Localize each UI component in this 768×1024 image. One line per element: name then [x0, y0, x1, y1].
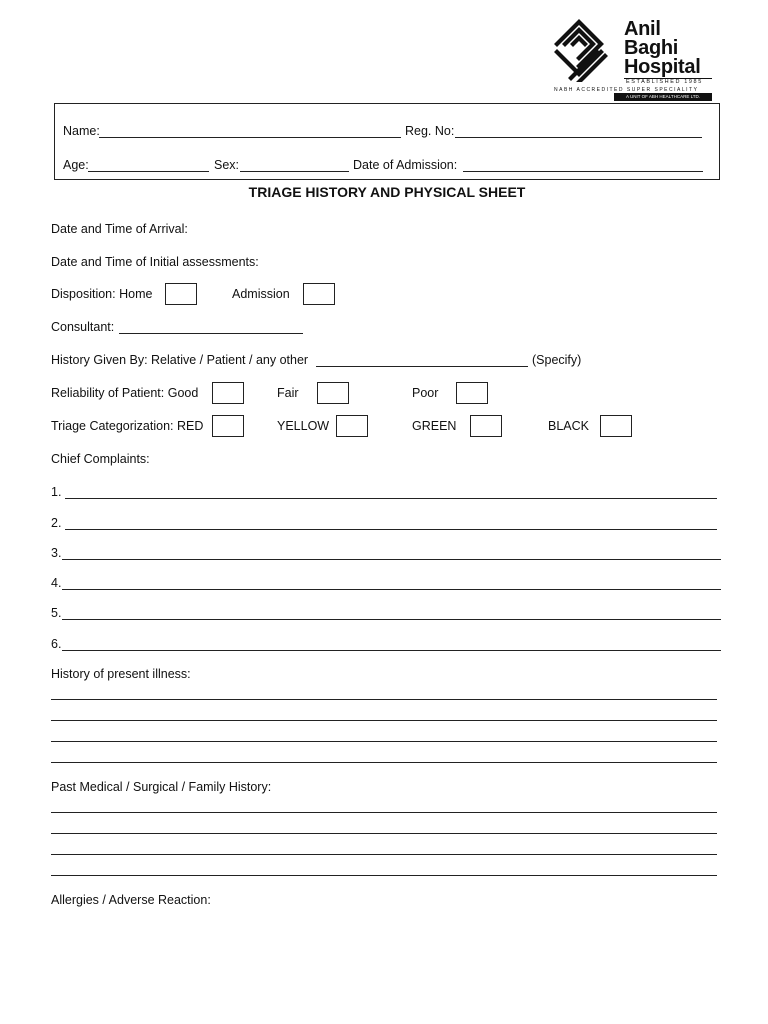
complaint-number: 3. [51, 546, 62, 560]
disposition-admission-checkbox[interactable] [303, 283, 335, 305]
history-given-by-label: History Given By: Relative / Patient / any other [51, 353, 309, 367]
logo-accreditation: NABH ACCREDITED SUPER SPECIALITY [554, 87, 699, 93]
reliability-poor-checkbox[interactable] [456, 382, 488, 404]
arrival-label: Date and Time of Arrival: [51, 222, 188, 236]
complaint-number: 1. [51, 485, 62, 499]
admission-date-label: Date of Admission: [353, 158, 458, 172]
triage-red-checkbox[interactable] [212, 415, 244, 437]
present-illness-line[interactable] [51, 720, 717, 721]
initial-assessment-label: Date and Time of Initial assessments: [51, 255, 259, 269]
past-history-label: Past Medical / Surgical / Family History: [51, 780, 272, 794]
history-given-by-field[interactable] [316, 366, 528, 367]
present-illness-line[interactable] [51, 741, 717, 742]
triage-black-checkbox[interactable] [600, 415, 632, 437]
complaint-number: 5. [51, 606, 62, 620]
reliability-good-checkbox[interactable] [212, 382, 244, 404]
triage-green-checkbox[interactable] [470, 415, 502, 437]
past-history-line[interactable] [51, 833, 717, 834]
complaint-line-2[interactable] [65, 529, 717, 530]
age-label: Age: [63, 158, 89, 172]
triage-green-label: GREEN [412, 419, 457, 433]
logo-line-2: Baghi [624, 37, 679, 59]
complaint-line-1[interactable] [65, 498, 717, 499]
admission-option-label: Admission [232, 287, 290, 301]
triage-yellow-label: YELLOW [277, 419, 330, 433]
name-label: Name: [63, 124, 100, 138]
sex-label: Sex: [214, 158, 240, 172]
specify-label: (Specify) [532, 353, 582, 367]
complaint-line-4[interactable] [62, 589, 721, 590]
admission-date-field[interactable] [463, 171, 703, 172]
complaint-number: 6. [51, 637, 62, 651]
triage-yellow-checkbox[interactable] [336, 415, 368, 437]
complaint-line-5[interactable] [62, 619, 721, 620]
reg-no-label: Reg. No: [405, 124, 455, 138]
complaint-line-6[interactable] [62, 650, 721, 651]
allergies-label: Allergies / Adverse Reaction: [51, 893, 211, 907]
present-illness-line[interactable] [51, 762, 717, 763]
chief-complaints-label: Chief Complaints: [51, 452, 150, 466]
past-history-line[interactable] [51, 812, 717, 813]
logo-mark-icon [553, 18, 613, 82]
complaint-number: 2. [51, 516, 62, 530]
logo-wordmark [624, 20, 701, 77]
past-history-line[interactable] [51, 875, 717, 876]
reliability-poor-label: Poor [412, 386, 439, 400]
consultant-label: Consultant: [51, 320, 115, 334]
reliability-fair-label: Fair [277, 386, 299, 400]
present-illness-label: History of present illness: [51, 667, 191, 681]
name-field[interactable] [99, 137, 401, 138]
triage-black-label: BLACK [548, 419, 589, 433]
age-field[interactable] [88, 171, 209, 172]
disposition-home-checkbox[interactable] [165, 283, 197, 305]
complaint-number: 4. [51, 576, 62, 590]
reg-no-field[interactable] [455, 137, 702, 138]
logo-line-3: Hospital [624, 56, 701, 78]
triage-label: Triage Categorization: RED [51, 419, 204, 433]
complaint-line-3[interactable] [62, 559, 721, 560]
reliability-label: Reliability of Patient: Good [51, 386, 199, 400]
present-illness-line[interactable] [51, 699, 717, 700]
past-history-line[interactable] [51, 854, 717, 855]
consultant-field[interactable] [119, 333, 303, 334]
sex-field[interactable] [240, 171, 349, 172]
logo-established: ESTABLISHED 1985 [626, 79, 703, 85]
page-title: TRIAGE HISTORY AND PHYSICAL SHEET [248, 184, 526, 200]
reliability-fair-checkbox[interactable] [317, 382, 349, 404]
logo-unit: A UNIT OF ABH HEALTHCARE LTD. [614, 93, 712, 101]
disposition-label: Disposition: Home [51, 287, 153, 301]
logo-line-1: Anil [624, 18, 661, 40]
